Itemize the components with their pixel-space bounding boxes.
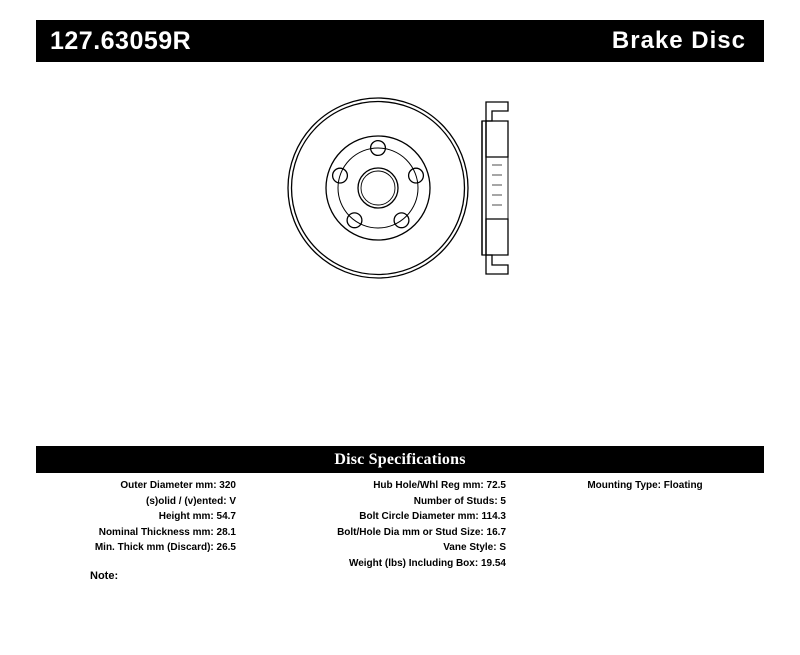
part-number: 127.63059R bbox=[50, 26, 192, 55]
spec-column-left bbox=[36, 478, 236, 556]
header-bar bbox=[36, 20, 764, 62]
spec-item: Number of Studs: 5 bbox=[413, 495, 506, 507]
technical-drawing bbox=[270, 85, 570, 295]
spec-item: Bolt Circle Diameter mm: 114.3 bbox=[359, 511, 506, 523]
brake-disc-face-view bbox=[288, 98, 468, 278]
spec-section-title: Disc Specifications bbox=[334, 450, 466, 468]
specifications bbox=[36, 478, 764, 588]
spec-column-middle bbox=[246, 478, 506, 572]
spec-item: Vane Style: S bbox=[443, 542, 506, 554]
spec-item: Weight (lbs) Including Box: 19.54 bbox=[348, 557, 506, 569]
spec-item: Bolt/Hole Dia mm or Stud Size: 16.7 bbox=[337, 526, 506, 538]
brake-disc-drawing-svg bbox=[270, 85, 570, 295]
spec-section-header bbox=[36, 446, 764, 473]
spec-item: Nominal Thickness mm: 28.1 bbox=[98, 526, 236, 538]
spec-item: Hub Hole/Whl Reg mm: 72.5 bbox=[373, 480, 506, 491]
page-title: Brake Disc bbox=[611, 27, 746, 54]
spec-item: (s)olid / (v)ented: V bbox=[146, 495, 236, 507]
spec-item: Height mm: 54.7 bbox=[158, 511, 236, 523]
brake-disc-cross-section-view bbox=[482, 102, 508, 274]
spec-item: Mounting Type: Floating bbox=[587, 480, 703, 491]
spec-column-right bbox=[526, 478, 764, 494]
spec-item: Outer Diameter mm: 320 bbox=[120, 480, 236, 491]
spec-item: Min. Thick mm (Discard): 26.5 bbox=[94, 542, 236, 554]
note-label: Note: bbox=[90, 570, 119, 582]
